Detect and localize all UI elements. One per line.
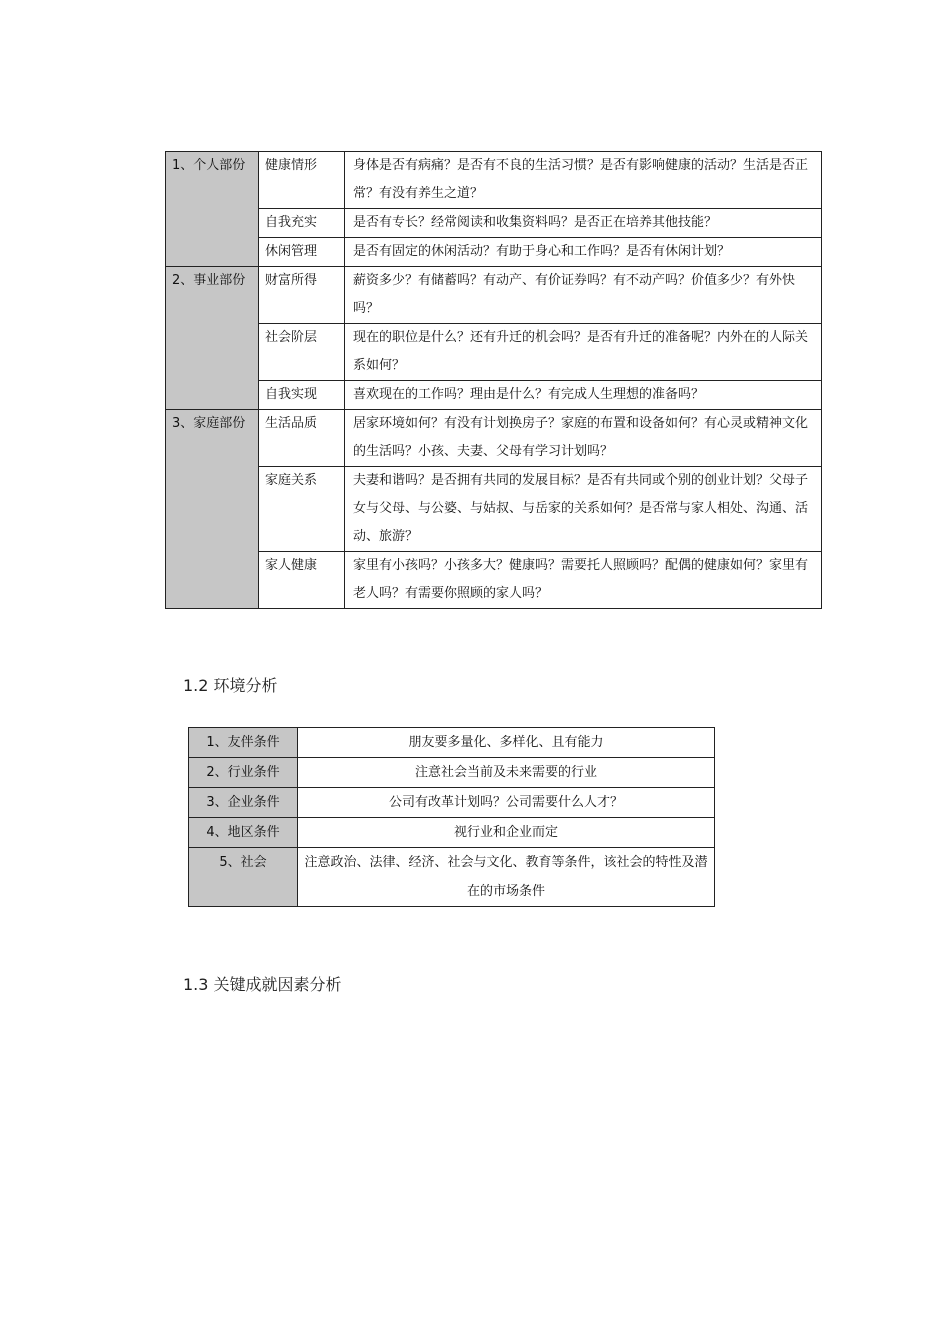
table-row — [166, 467, 822, 552]
condition-cell: 5、社会 — [189, 848, 298, 907]
condition-cell: 3、企业条件 — [189, 788, 298, 818]
table-row — [189, 728, 715, 758]
subcategory-cell: 自我实现 — [259, 381, 345, 410]
description-cell: 薪资多少？有储蓄吗？有动产、有价证券吗？有不动产吗？价值多少？有外快吗？ — [345, 267, 822, 324]
description-cell: 是否有固定的休闲活动？有助于身心和工作吗？是否有休闲计划？ — [345, 238, 822, 267]
subcategory-cell: 自我充实 — [259, 209, 345, 238]
description-cell: 喜欢现在的工作吗？理由是什么？有完成人生理想的准备吗？ — [345, 381, 822, 410]
description-cell: 朋友要多量化、多样化、且有能力 — [298, 728, 715, 758]
environment-analysis-table — [188, 727, 715, 907]
subcategory-cell: 家人健康 — [259, 552, 345, 609]
table-row — [166, 552, 822, 609]
table-row — [166, 381, 822, 410]
table-row — [189, 788, 715, 818]
personal-analysis-table — [165, 151, 822, 609]
condition-cell: 1、友伴条件 — [189, 728, 298, 758]
subcategory-cell: 生活品质 — [259, 410, 345, 467]
table-row — [166, 238, 822, 267]
section-heading-key-factors — [183, 975, 342, 995]
section-heading-environment — [183, 676, 278, 696]
table-row — [189, 818, 715, 848]
description-cell: 现在的职位是什么？还有升迁的机会吗？是否有升迁的准备呢？内外在的人际关系如何？ — [345, 324, 822, 381]
description-cell: 是否有专长？经常阅读和收集资料吗？是否正在培养其他技能？ — [345, 209, 822, 238]
condition-cell: 4、地区条件 — [189, 818, 298, 848]
table-row — [166, 410, 822, 467]
section-number: 1.2 — [183, 676, 209, 695]
description-cell: 夫妻和谐吗？是否拥有共同的发展目标？是否有共同或个别的创业计划？父母子女与父母、与公婆、与姑叔、与岳家的关系如何？是否常与家人相处、沟通、活动、旅游？ — [345, 467, 822, 552]
section-title: 环境分析 — [213, 676, 278, 695]
table-row — [166, 152, 822, 209]
category-cell: 3、家庭部份 — [166, 410, 259, 609]
description-cell: 家里有小孩吗？小孩多大？健康吗？需要托人照顾吗？配偶的健康如何？家里有老人吗？有需要你照顾的家人吗？ — [345, 552, 822, 609]
category-cell: 2、事业部份 — [166, 267, 259, 410]
category-cell: 1、个人部份 — [166, 152, 259, 267]
subcategory-cell: 家庭关系 — [259, 467, 345, 552]
table-row — [166, 209, 822, 238]
table-row — [189, 758, 715, 788]
description-cell: 身体是否有病痛？是否有不良的生活习惯？是否有影响健康的活动？生活是否正常？有没有养生之道？ — [345, 152, 822, 209]
subcategory-cell: 健康情形 — [259, 152, 345, 209]
description-cell: 视行业和企业而定 — [298, 818, 715, 848]
subcategory-cell: 社会阶层 — [259, 324, 345, 381]
subcategory-cell: 休闲管理 — [259, 238, 345, 267]
condition-cell: 2、行业条件 — [189, 758, 298, 788]
table-row — [166, 324, 822, 381]
description-cell: 注意社会当前及未来需要的行业 — [298, 758, 715, 788]
description-cell: 居家环境如何？有没有计划换房子？家庭的布置和设备如何？有心灵或精神文化的生活吗？小孩、夫妻、父母有学习计划吗？ — [345, 410, 822, 467]
table-row — [166, 267, 822, 324]
section-number: 1.3 — [183, 975, 209, 994]
section-title: 关键成就因素分析 — [213, 975, 342, 994]
subcategory-cell: 财富所得 — [259, 267, 345, 324]
description-cell: 公司有改革计划吗？公司需要什么人才？ — [298, 788, 715, 818]
table-row — [189, 848, 715, 907]
description-cell: 注意政治、法律、经济、社会与文化、教育等条件，该社会的特性及潜在的市场条件 — [298, 848, 715, 907]
